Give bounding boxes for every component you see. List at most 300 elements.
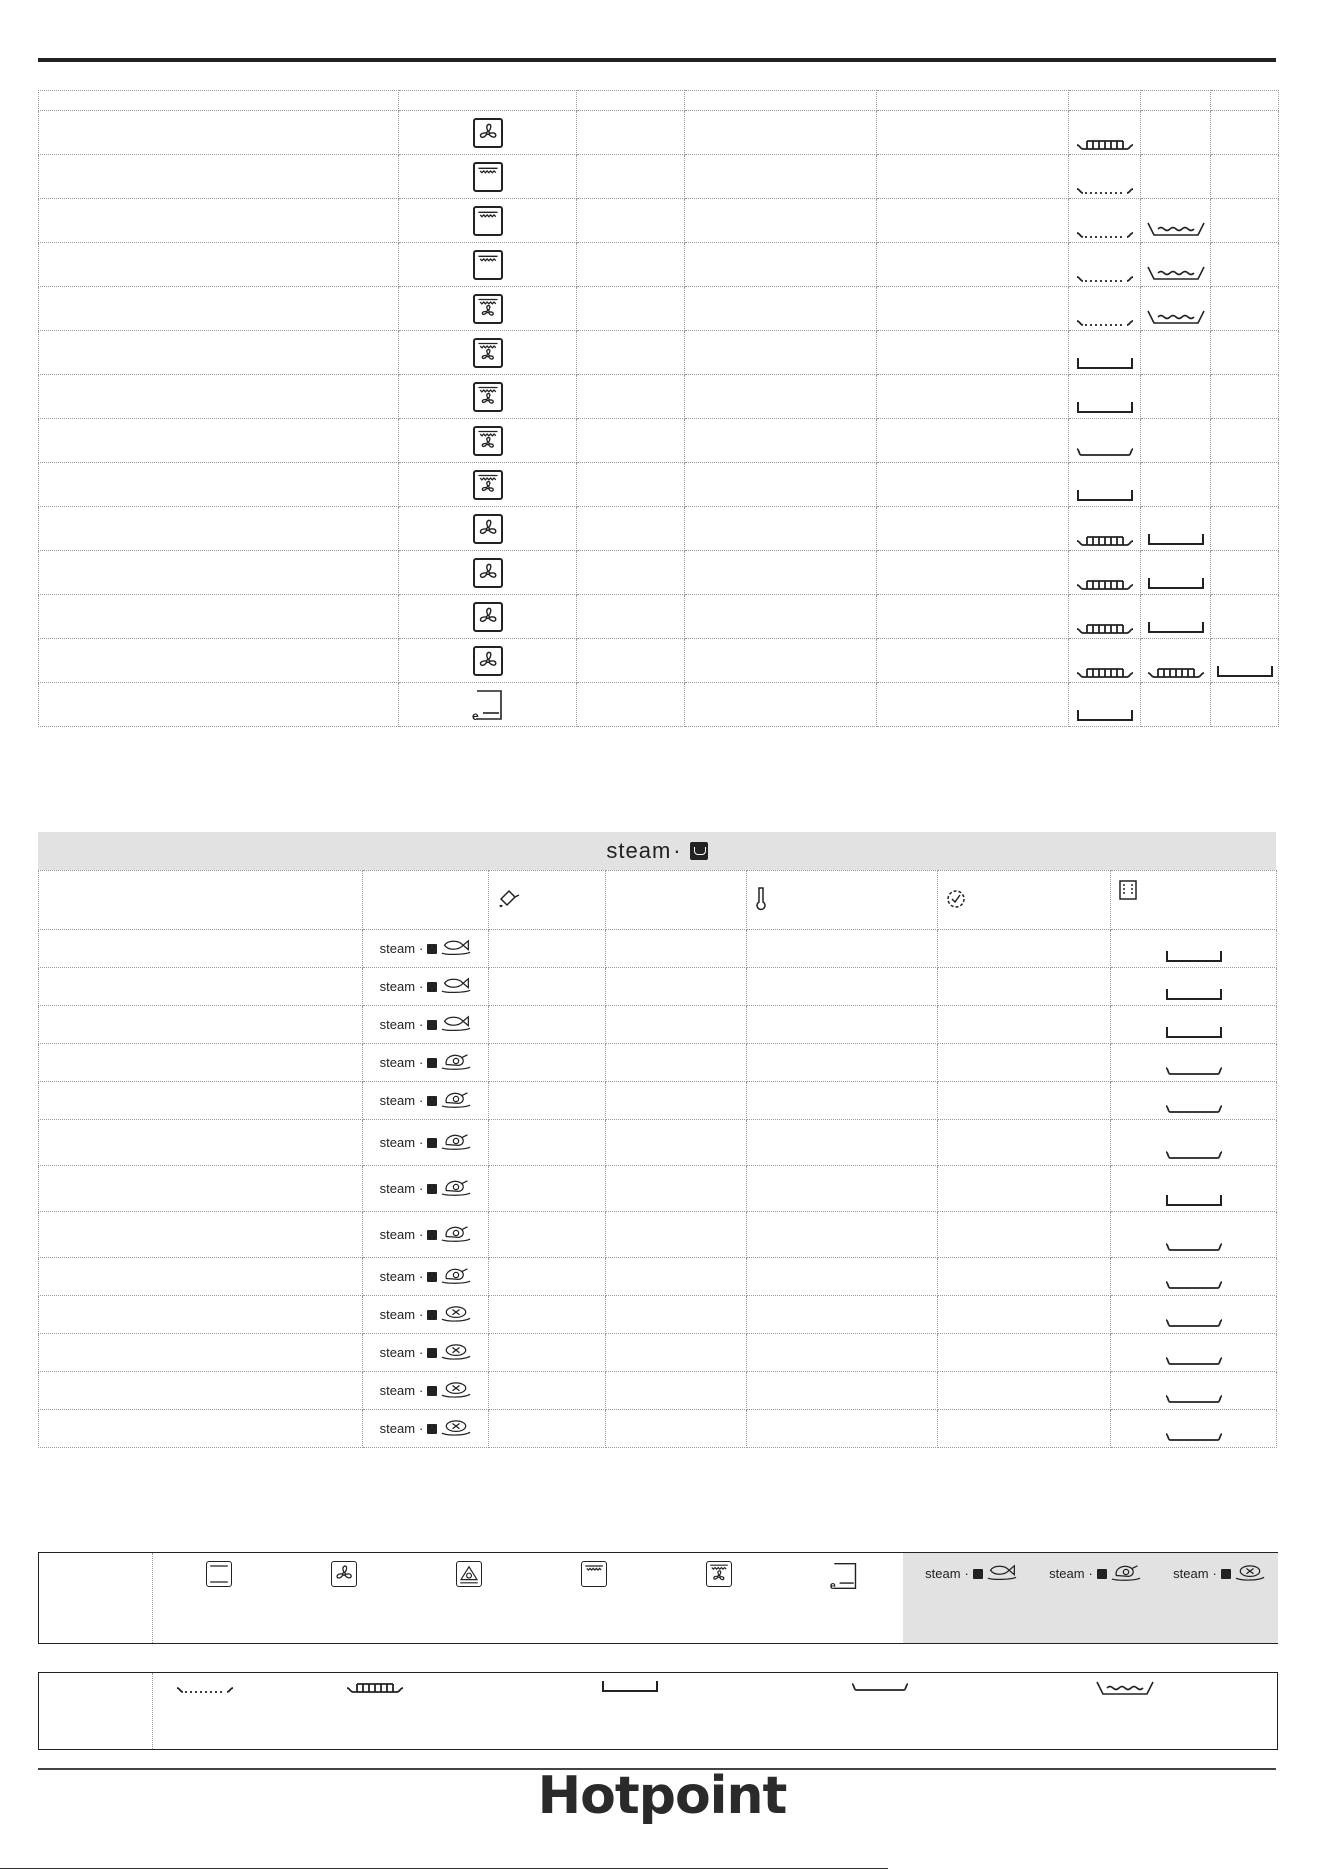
steam-icon: [690, 842, 708, 860]
steam-food-label: [380, 938, 472, 959]
table-cell: [1141, 199, 1211, 243]
drip-pan-glyph: [1164, 1147, 1224, 1161]
fan-glyph: [475, 120, 501, 146]
separator-dot: ·: [419, 1135, 424, 1150]
table-cell: [747, 1082, 938, 1120]
table-cell: [685, 155, 877, 199]
bread-icon: [441, 1380, 471, 1401]
oven-rack-glyph: [1075, 312, 1135, 326]
water-tray-glyph: [1146, 308, 1206, 326]
baking-tray-glyph: [1075, 356, 1135, 370]
separator-dot: ·: [419, 1269, 424, 1284]
table-cell: [747, 1334, 938, 1372]
table-cell: [1111, 968, 1277, 1006]
table-row: [39, 595, 1279, 639]
baking-tray-icon: [1075, 708, 1135, 722]
table-cell: [489, 1006, 606, 1044]
conventional-icon: [206, 1561, 232, 1587]
baking-tray-icon: [1164, 949, 1224, 963]
oven-rack-glyph: [1075, 224, 1135, 238]
top-bottom-heat-icon: [473, 162, 503, 192]
wire-shelf-glyph: [1075, 664, 1135, 678]
table-cell: [39, 199, 399, 243]
header-cell: [1141, 91, 1211, 111]
table-cell: [577, 375, 685, 419]
eco-glyph: [471, 688, 505, 722]
table-cell: [577, 419, 685, 463]
baking-tray-glyph: [1075, 400, 1135, 414]
table-cell: [877, 199, 1069, 243]
table-cell: [877, 375, 1069, 419]
header-cell: [39, 91, 399, 111]
steam-header-row: [39, 871, 1277, 930]
water-jug-icon: [495, 885, 521, 911]
table-cell: [1111, 1082, 1277, 1120]
pizza-glyph: [457, 1562, 481, 1586]
steam-food-label: [380, 1090, 472, 1111]
legend-item: [174, 1679, 236, 1693]
meat-glyph: [441, 1090, 471, 1108]
table-cell: [399, 111, 577, 155]
steam-icon: [427, 1096, 437, 1106]
conventional-glyph: [207, 1562, 231, 1586]
top-bottom-heat-icon: [581, 1561, 607, 1587]
steam-label-text: steam: [379, 1383, 416, 1398]
eco-glyph: [829, 1561, 859, 1591]
table-cell: [606, 930, 747, 968]
table-cell: [685, 111, 877, 155]
table-cell: [877, 243, 1069, 287]
table-cell: [1111, 1044, 1277, 1082]
baking-tray-icon: [1075, 488, 1135, 502]
table-row: [39, 1258, 1277, 1296]
table-row: [39, 551, 1279, 595]
table-cell: [877, 111, 1069, 155]
drip-pan-icon: [1164, 1391, 1224, 1405]
baking-tray-icon: [1146, 532, 1206, 546]
table-cell: [577, 111, 685, 155]
header-cell: [747, 871, 938, 930]
wire-shelf-glyph: [1075, 532, 1135, 546]
table-cell: [1141, 375, 1211, 419]
fish-glyph: [441, 976, 471, 994]
timer-icon: [944, 886, 968, 910]
bread-glyph: [441, 1418, 471, 1436]
meat-icon: [441, 1266, 471, 1287]
table-cell: [938, 1410, 1111, 1448]
table-row: [39, 1296, 1277, 1334]
baking-tray-glyph: [599, 1679, 661, 1693]
baking-tray-glyph: [1164, 1025, 1224, 1039]
header-cell: [685, 91, 877, 111]
baking-tray-glyph: [1164, 987, 1224, 1001]
table-cell: [39, 1258, 363, 1296]
table-cell: [606, 1166, 747, 1212]
table-cell: [577, 463, 685, 507]
steam-label-text: steam: [379, 1093, 416, 1108]
table-row: [39, 507, 1279, 551]
separator-dot: ·: [419, 1227, 424, 1242]
table-cell: [938, 1120, 1111, 1166]
steam-food-label: [380, 1304, 472, 1325]
steam-food-label: [1049, 1563, 1141, 1584]
water-tray-icon: [1146, 264, 1206, 282]
bread-glyph: [1235, 1563, 1265, 1581]
steam-icon: [427, 1310, 437, 1320]
baking-tray-glyph: [1146, 532, 1206, 546]
baking-tray-glyph: [1215, 664, 1275, 678]
table-row: [39, 1410, 1277, 1448]
table-cell: [685, 551, 877, 595]
header-cell: [606, 871, 747, 930]
brand-logo: Hotpoint: [537, 1766, 787, 1826]
drip-pan-glyph: [1164, 1353, 1224, 1367]
legend-steam-item: [1159, 1563, 1279, 1584]
fan-icon: [473, 602, 503, 632]
baking-tray-icon: [1164, 987, 1224, 1001]
table-row: [39, 111, 1279, 155]
table-cell: [399, 551, 577, 595]
steam-food-label: [380, 1014, 472, 1035]
steam-label-text: steam: [925, 1566, 961, 1581]
baking-tray-icon: [1075, 400, 1135, 414]
table-cell: [747, 1212, 938, 1258]
drip-pan-glyph: [849, 1679, 911, 1693]
oven-rack-glyph: [1075, 268, 1135, 282]
table-cell: [1069, 507, 1141, 551]
top-rule: [38, 58, 1276, 62]
table-cell: [685, 419, 877, 463]
fan-grill-icon: [473, 426, 503, 456]
legend-item: [814, 1561, 874, 1591]
fish-glyph: [441, 1014, 471, 1032]
table-cell: [363, 1212, 489, 1258]
table-cell: [363, 930, 489, 968]
fan-glyph: [475, 560, 501, 586]
table-cell: [39, 243, 399, 287]
table-cell: [489, 1166, 606, 1212]
steam-banner: steam ·: [38, 832, 1276, 870]
table-row: [39, 243, 1279, 287]
wire-shelf-icon: [1075, 664, 1135, 678]
bread-glyph: [441, 1380, 471, 1398]
drip-pan-icon: [849, 1679, 911, 1693]
baking-tray-glyph: [1075, 708, 1135, 722]
steam-label-text: steam: [379, 1181, 416, 1196]
table-cell: [1141, 111, 1211, 155]
fan-icon: [473, 118, 503, 148]
baking-tray-icon: [1075, 356, 1135, 370]
fan-grill-glyph: [475, 340, 501, 366]
table-cell: [39, 1212, 363, 1258]
table-cell: [489, 1372, 606, 1410]
table-cell: [39, 639, 399, 683]
separator-dot: ·: [419, 979, 424, 994]
water-tray-glyph: [1146, 264, 1206, 282]
table-cell: [363, 1082, 489, 1120]
table-cell: [685, 199, 877, 243]
drip-pan-icon: [1164, 1429, 1224, 1443]
baking-tray-glyph: [1164, 949, 1224, 963]
steam-icon: [427, 1424, 437, 1434]
meat-icon: [441, 1090, 471, 1111]
table-cell: [1211, 595, 1279, 639]
table-cell: [39, 331, 399, 375]
bread-glyph: [441, 1342, 471, 1360]
table-cell: [489, 1082, 606, 1120]
table-cell: [685, 639, 877, 683]
wire-shelf-icon: [1075, 532, 1135, 546]
table-cell: [685, 287, 877, 331]
table-cell: [577, 243, 685, 287]
table-cell: [938, 1296, 1111, 1334]
separator-dot: ·: [419, 1307, 424, 1322]
table-cell: [489, 1258, 606, 1296]
drip-pan-glyph: [1164, 1429, 1224, 1443]
table-cell: [606, 1044, 747, 1082]
table-row: [39, 331, 1279, 375]
legend-item: [689, 1561, 749, 1587]
table-cell: [1069, 331, 1141, 375]
table-cell: [1141, 639, 1211, 683]
table-cell: [39, 595, 399, 639]
table-cell: [938, 1166, 1111, 1212]
table-cell: [1141, 595, 1211, 639]
header-cell: [363, 871, 489, 930]
steam-icon: [427, 1058, 437, 1068]
table-row: [39, 968, 1277, 1006]
steam-icon: [1097, 1569, 1107, 1579]
table-cell: [399, 375, 577, 419]
table-cell: [1211, 375, 1279, 419]
fan-grill-icon: [473, 294, 503, 324]
fan-grill-glyph: [475, 296, 501, 322]
table-row: [39, 199, 1279, 243]
table-cell: [877, 683, 1069, 727]
top-bottom-heat-glyph: [582, 1562, 606, 1586]
table-cell: [938, 1258, 1111, 1296]
baking-tray-icon: [1164, 1025, 1224, 1039]
table-row: [39, 1212, 1277, 1258]
table-cell: [399, 243, 577, 287]
table-cell: [363, 1258, 489, 1296]
header-cell: [39, 871, 363, 930]
table-cell: [747, 1372, 938, 1410]
steam-icon: [427, 944, 437, 954]
table-cell: [1211, 507, 1279, 551]
fan-grill-icon: [473, 338, 503, 368]
table-cell: [606, 1006, 747, 1044]
table-cell: [1069, 243, 1141, 287]
steam-food-label: [380, 1052, 472, 1073]
fan-glyph: [475, 648, 501, 674]
table-cell: [1069, 287, 1141, 331]
baking-tray-icon: [1164, 1193, 1224, 1207]
drip-pan-icon: [1164, 1101, 1224, 1115]
table-cell: [606, 968, 747, 1006]
table-cell: [1141, 551, 1211, 595]
fan-grill-glyph: [475, 472, 501, 498]
table-row: [39, 930, 1277, 968]
table-row: [39, 375, 1279, 419]
table-cell: [399, 287, 577, 331]
table-row: [39, 1082, 1277, 1120]
bread-icon: [441, 1418, 471, 1439]
steam-label-text: steam: [379, 1135, 416, 1150]
steam-label-text: steam: [379, 1017, 416, 1032]
table-cell: [747, 1006, 938, 1044]
baking-tray-glyph: [1146, 620, 1206, 634]
steam-icon: [973, 1569, 983, 1579]
table-cell: [489, 1410, 606, 1448]
table-cell: [489, 1296, 606, 1334]
wire-shelf-icon: [1146, 664, 1206, 678]
table-cell: [363, 1410, 489, 1448]
header-cell: [877, 91, 1069, 111]
fan-icon: [331, 1561, 357, 1587]
oven-rack-icon: [1075, 224, 1135, 238]
steam-icon: [427, 1348, 437, 1358]
table-cell: [39, 287, 399, 331]
table-cell: [938, 1006, 1111, 1044]
function-legend: [38, 1552, 1278, 1644]
separator-dot: ·: [1088, 1566, 1093, 1581]
meat-icon: [441, 1052, 471, 1073]
water-tray-glyph: [1094, 1679, 1156, 1697]
table-cell: [489, 1044, 606, 1082]
meat-glyph: [1111, 1563, 1141, 1581]
water-tray-glyph: [1146, 220, 1206, 238]
table-cell: [1141, 331, 1211, 375]
table-cell: [577, 287, 685, 331]
table-row: [39, 683, 1279, 727]
drip-pan-icon: [1075, 444, 1135, 458]
separator-dot: ·: [419, 1055, 424, 1070]
table-cell: [1141, 507, 1211, 551]
drip-pan-glyph: [1164, 1391, 1224, 1405]
table-cell: [363, 1006, 489, 1044]
table-cell: [877, 155, 1069, 199]
table-cell: [606, 1296, 747, 1334]
top-bottom-heat-glyph: [475, 164, 501, 190]
drip-pan-icon: [1164, 1315, 1224, 1329]
wire-shelf-glyph: [1146, 664, 1206, 678]
table-cell: [1069, 111, 1141, 155]
table-cell: [1211, 683, 1279, 727]
table-header-row: [39, 91, 1279, 111]
table-row: [39, 1120, 1277, 1166]
steam-label-text: steam: [379, 941, 416, 956]
steam-icon: [427, 982, 437, 992]
table-cell: [606, 1082, 747, 1120]
oven-rack-glyph: [174, 1679, 236, 1693]
wire-shelf-icon: [1075, 136, 1135, 150]
steam-icon: [427, 1230, 437, 1240]
table-cell: [39, 1044, 363, 1082]
table-cell: [399, 463, 577, 507]
shelf-level-icon: [1117, 879, 1139, 901]
header-cell: [577, 91, 685, 111]
separator-dot: ·: [964, 1566, 969, 1581]
baking-tray-icon: [1146, 576, 1206, 590]
table-cell: [1141, 243, 1211, 287]
table-cell: [685, 595, 877, 639]
wire-shelf-glyph: [344, 1679, 406, 1693]
table-cell: [938, 1334, 1111, 1372]
top-bottom-heat-icon: [473, 206, 503, 236]
steam-label-text: steam: [379, 1345, 416, 1360]
bread-icon: [441, 1342, 471, 1363]
meat-icon: [1111, 1563, 1141, 1584]
table-cell: [489, 1334, 606, 1372]
table-cell: [747, 1120, 938, 1166]
steam-label-text: steam: [379, 1055, 416, 1070]
fan-glyph: [475, 516, 501, 542]
baking-tray-glyph: [1164, 1193, 1224, 1207]
fan-glyph: [332, 1562, 356, 1586]
table-cell: [747, 1044, 938, 1082]
table-cell: [489, 1120, 606, 1166]
drip-pan-icon: [1164, 1147, 1224, 1161]
table-cell: [1111, 1212, 1277, 1258]
baking-tray-glyph: [1146, 576, 1206, 590]
legend-steam-item: [911, 1563, 1031, 1584]
table-cell: [877, 419, 1069, 463]
table-cell: [685, 375, 877, 419]
bread-icon: [441, 1304, 471, 1325]
table-cell: [1069, 639, 1141, 683]
water-tray-icon: [1146, 308, 1206, 326]
table-cell: [1211, 243, 1279, 287]
oven-rack-icon: [1075, 312, 1135, 326]
separator-dot: ·: [1212, 1566, 1217, 1581]
steam-table: [38, 870, 1277, 1448]
fan-grill-glyph: [475, 428, 501, 454]
wire-shelf-icon: [344, 1679, 406, 1693]
table-cell: [1069, 155, 1141, 199]
legend-item: [439, 1561, 499, 1587]
bread-icon: [1235, 1563, 1265, 1584]
fish-icon: [987, 1563, 1017, 1584]
table-cell: [1111, 1372, 1277, 1410]
table-cell: [938, 1082, 1111, 1120]
table-cell: [1069, 419, 1141, 463]
header-cell: [489, 871, 606, 930]
table-cell: [1111, 1258, 1277, 1296]
oven-rack-icon: [174, 1679, 236, 1693]
table-cell: [577, 199, 685, 243]
table-cell: [363, 1372, 489, 1410]
table-cell: [39, 507, 399, 551]
table-cell: [1111, 1296, 1277, 1334]
table-row: [39, 639, 1279, 683]
table-cell: [747, 1296, 938, 1334]
fan-icon: [473, 514, 503, 544]
table-cell: [577, 155, 685, 199]
table-cell: [363, 1166, 489, 1212]
table-cell: [938, 1372, 1111, 1410]
separator-dot: ·: [419, 1181, 424, 1196]
drip-pan-glyph: [1164, 1315, 1224, 1329]
table-cell: [577, 683, 685, 727]
steam-icon: [427, 1138, 437, 1148]
drip-pan-icon: [1164, 1353, 1224, 1367]
table-cell: [399, 683, 577, 727]
table-cell: [39, 551, 399, 595]
table-cell: [1211, 639, 1279, 683]
legend-item: [564, 1561, 624, 1587]
steam-label-text: steam: [1173, 1566, 1209, 1581]
